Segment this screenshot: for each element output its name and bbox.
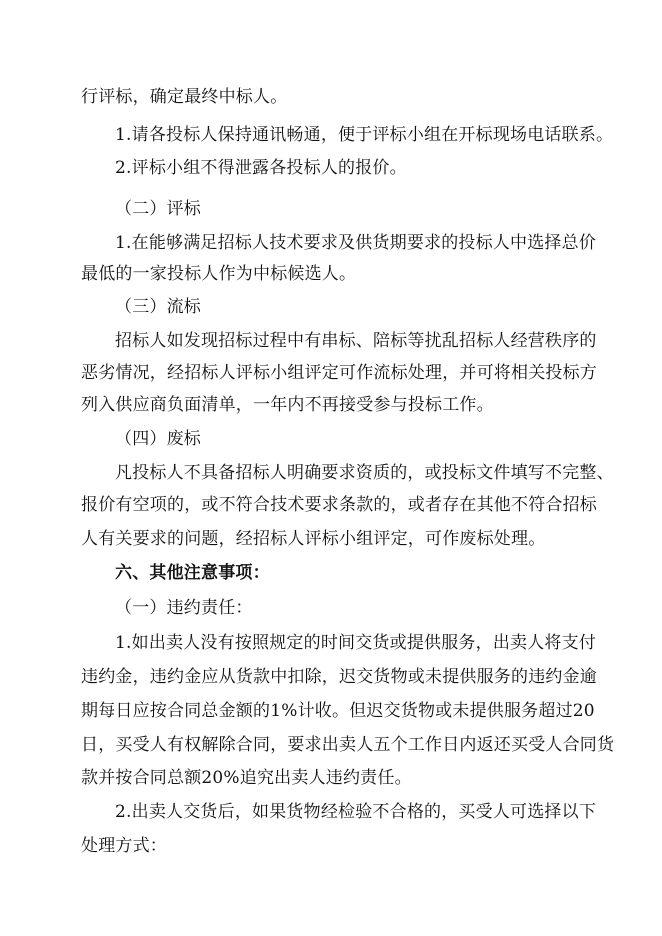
text-line-21: 款并按合同总额20%追究出卖人违约责任。 [81, 768, 412, 788]
text-line-8: 招标人如发现招标过程中有串标、陪标等扰乱招标人经营秩序的 [115, 331, 597, 351]
text-line-6: 最低的一家投标人作为中标候选人。 [81, 264, 357, 284]
text-line-9: 恶劣情况，经招标人评标小组评定可作流标处理，并可将相关投标方 [81, 363, 597, 383]
text-line-14: 人有关要求的问题，经招标人评标小组评定，可作废标处理。 [81, 529, 546, 549]
text-line-20: 日，买受人有权解除合同，要求出卖人五个工作日内返还买受人合同货 [81, 735, 615, 755]
section-heading-invalid-bid: （四）废标 [115, 429, 201, 449]
text-line-1: 行评标，确定最终中标人。 [81, 87, 288, 107]
text-line-3: 2.评标小组不得泄露各投标人的报价。 [115, 158, 407, 178]
text-line-17: 1.如出卖人没有按照规定的时间交货或提供服务，出卖人将支付 [115, 633, 597, 653]
text-line-13: 报价有空项的，或不符合技术要求条款的，或者存在其他不符合招标 [81, 495, 597, 515]
section-heading-liability: （一）违约责任： [115, 598, 253, 618]
section-heading-other-matters: 六、其他注意事项： [115, 563, 270, 583]
text-line-23: 处理方式： [81, 836, 167, 856]
text-line-10: 列入供应商负面清单，一年内不再接受参与投标工作。 [81, 395, 494, 415]
text-line-2: 1.请各投标人保持通讯畅通，便于评标小组在开标现场电话联系。 [115, 125, 614, 145]
text-line-5: 1.在能够满足招标人技术要求及供货期要求的投标人中选择总价 [115, 233, 597, 253]
text-line-18: 违约金，违约金应从货款中扣除，迟交货物或未提供服务的违约金逾 [81, 667, 597, 687]
text-line-19: 期每日应按合同总金额的1%计收。但迟交货物或未提供服务超过20 [81, 701, 595, 721]
section-heading-evaluation: （二）评标 [115, 199, 201, 219]
text-line-12: 凡投标人不具备招标人明确要求资质的，或投标文件填写不完整、 [115, 463, 614, 483]
text-line-22: 2.出卖人交货后，如果货物经检验不合格的，买受人可选择以下 [115, 802, 597, 822]
section-heading-failed-bid: （三）流标 [115, 297, 201, 317]
